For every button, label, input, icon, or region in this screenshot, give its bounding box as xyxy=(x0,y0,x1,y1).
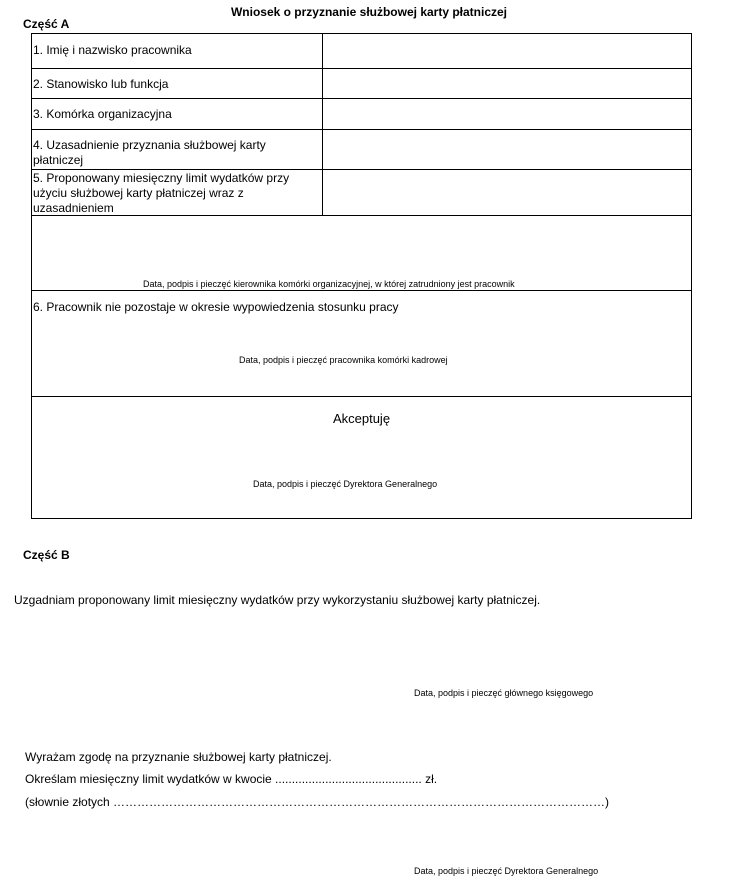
director-signature-caption: Data, podpis i pieczęć Dyrektora Generalnego xyxy=(253,479,438,489)
agreement-text: Uzgadniam proponowany limit miesięczny wydatków przy wykorzystaniu służbowej karty płatniczej. xyxy=(14,593,541,607)
row-divider xyxy=(32,169,691,170)
justification-label xyxy=(33,138,266,168)
row-divider xyxy=(32,396,691,397)
row-divider xyxy=(32,290,691,291)
proposed-limit-label-line: użyciu służbowej karty płatniczej wraz z xyxy=(33,186,244,200)
proposed-limit-label-line: uzasadnieniem xyxy=(33,201,114,215)
document-title: Wniosek o przyznanie służbowej karty płatniczej xyxy=(230,5,508,19)
part-b-heading: Część B xyxy=(23,548,70,562)
row-divider xyxy=(32,129,691,130)
row-divider xyxy=(32,98,691,99)
proposed-limit-label xyxy=(33,171,289,216)
accountant-signature-caption: Data, podpis i pieczęć głównego księgowego xyxy=(414,688,594,698)
department-label: 3. Komórka organizacyjna xyxy=(33,107,172,121)
limit-in-words-line: (słownie złotych ……………………………………………………………………………………………………………) xyxy=(25,795,610,809)
limit-amount-line: Określam miesięczny limit wydatków w kwocie ............................................ zł. xyxy=(25,772,438,786)
justification-label-line: płatniczej xyxy=(33,153,84,167)
application-form-table xyxy=(31,33,692,519)
hr-signature-caption: Data, podpis i pieczęć pracownika komórki kadrowej xyxy=(239,355,448,365)
accept-label: Akceptuję xyxy=(332,411,391,426)
position-label: 2. Stanowisko lub funkcja xyxy=(33,77,169,91)
consent-text: Wyrażam zgodę na przyznanie służbowej karty płatniczej. xyxy=(25,750,332,764)
row-divider xyxy=(32,68,691,69)
final-director-signature-caption: Data, podpis i pieczęć Dyrektora Generalnego xyxy=(414,866,599,876)
part-a-heading: Część A xyxy=(23,17,70,31)
manager-signature-caption: Data, podpis i pieczęć kierownika komórki organizacyjnej, w której zatrudniony jest pracownik xyxy=(143,279,515,289)
notice-period-statement: 6. Pracownik nie pozostaje w okresie wypowiedzenia stosunku pracy xyxy=(33,300,399,314)
justification-label-line: 4. Uzasadnienie przyznania służbowej karty xyxy=(33,138,266,152)
employee-name-label: 1. Imię i nazwisko pracownika xyxy=(33,43,192,57)
column-divider xyxy=(322,34,323,216)
proposed-limit-label-line: 5. Proponowany miesięczny limit wydatków przy xyxy=(33,171,290,185)
